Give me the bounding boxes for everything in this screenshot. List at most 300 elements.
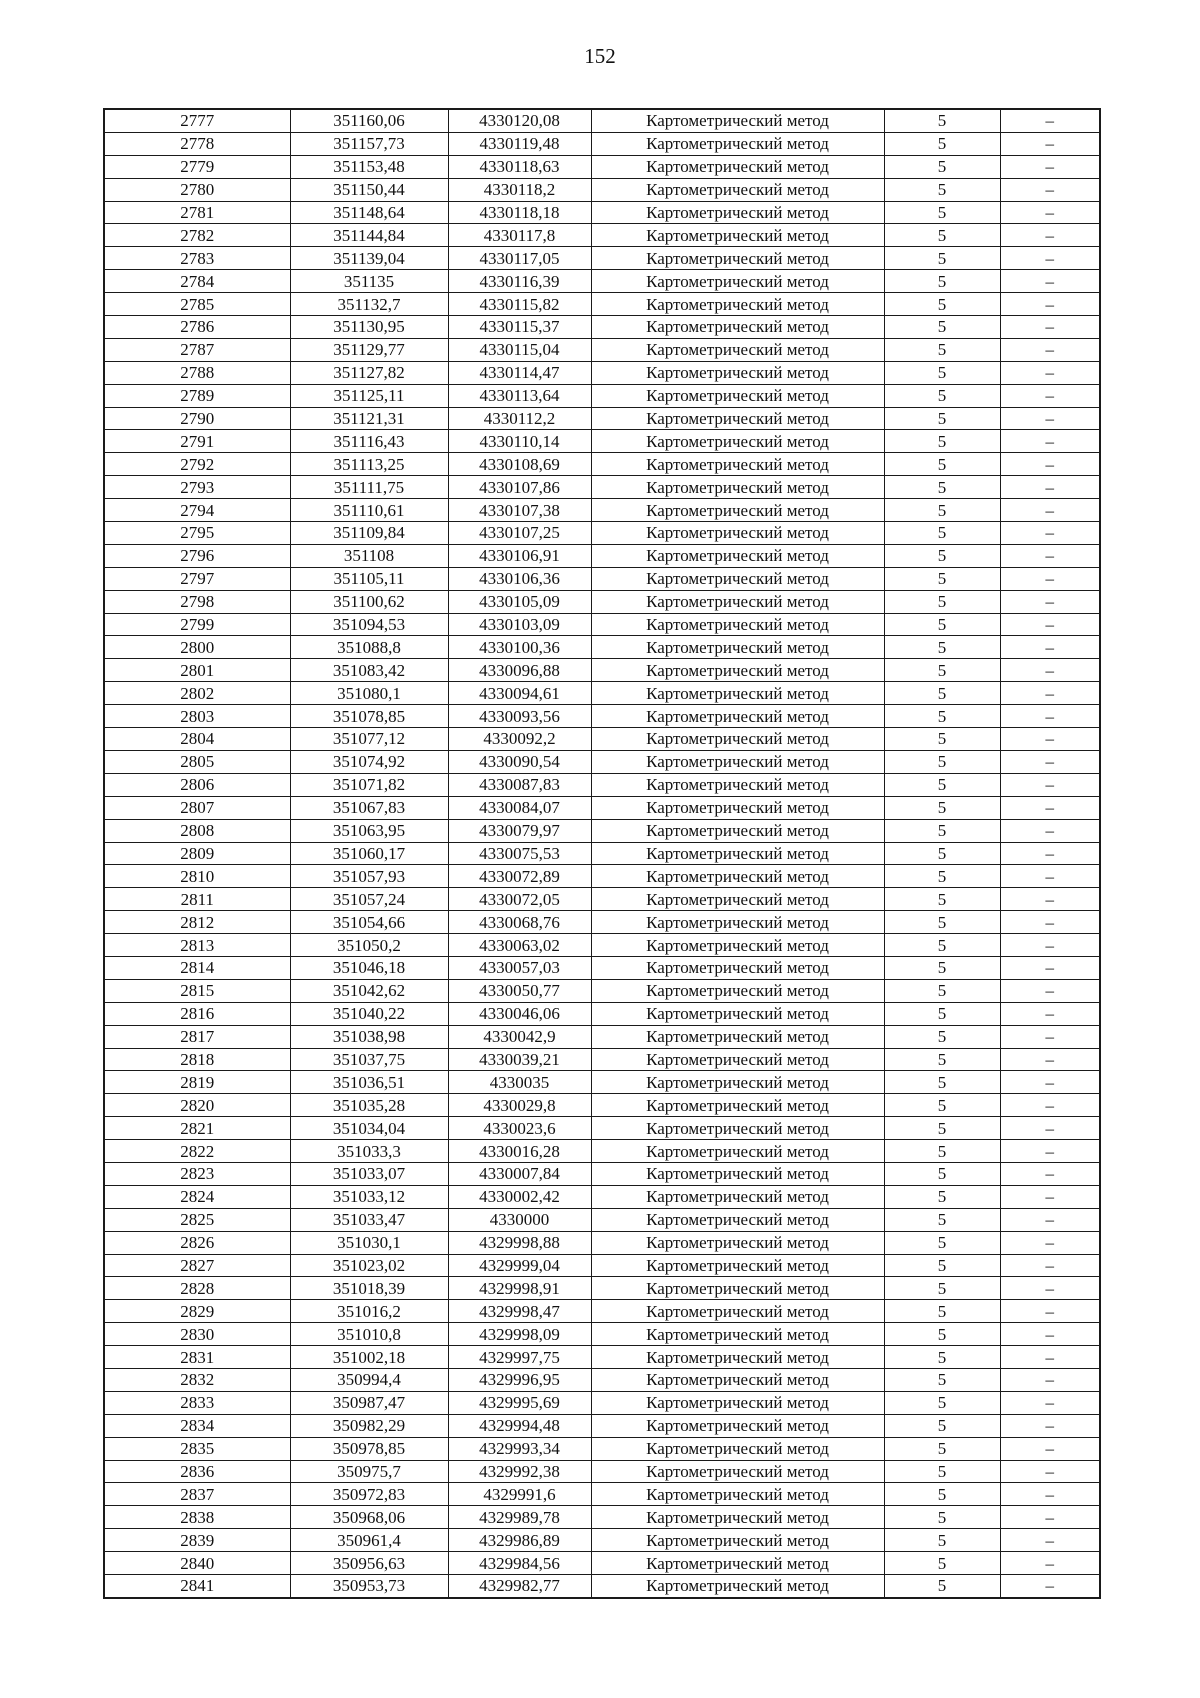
point-number-cell: 2811 [104, 888, 290, 911]
point-number-cell: 2836 [104, 1460, 290, 1483]
accuracy-cell: 5 [884, 430, 1000, 453]
y-coordinate-cell: 4330046,06 [448, 1002, 591, 1025]
method-cell: Картометрический метод [591, 476, 884, 499]
point-number-cell: 2819 [104, 1071, 290, 1094]
description-cell: – [1000, 1254, 1100, 1277]
accuracy-cell: 5 [884, 842, 1000, 865]
table-row [104, 132, 1100, 155]
accuracy-cell: 5 [884, 705, 1000, 728]
point-number-cell: 2797 [104, 567, 290, 590]
description-cell: – [1000, 1346, 1100, 1369]
y-coordinate-cell: 4329999,04 [448, 1254, 591, 1277]
method-cell: Картометрический метод [591, 1254, 884, 1277]
table-row [104, 1117, 1100, 1140]
y-coordinate-cell: 4329992,38 [448, 1460, 591, 1483]
description-cell: – [1000, 384, 1100, 407]
y-coordinate-cell: 4330115,82 [448, 293, 591, 316]
accuracy-cell: 5 [884, 1346, 1000, 1369]
method-cell: Картометрический метод [591, 705, 884, 728]
description-cell: – [1000, 979, 1100, 1002]
y-coordinate-cell: 4329984,56 [448, 1552, 591, 1575]
y-coordinate-cell: 4330092,2 [448, 728, 591, 751]
description-cell: – [1000, 819, 1100, 842]
point-number-cell: 2814 [104, 956, 290, 979]
table-row [104, 750, 1100, 773]
x-coordinate-cell: 351077,12 [290, 728, 448, 751]
description-cell: – [1000, 842, 1100, 865]
description-cell: – [1000, 865, 1100, 888]
table-row [104, 1575, 1100, 1598]
accuracy-cell: 5 [884, 178, 1000, 201]
x-coordinate-cell: 351035,28 [290, 1094, 448, 1117]
point-number-cell: 2824 [104, 1185, 290, 1208]
accuracy-cell: 5 [884, 590, 1000, 613]
method-cell: Картометрический метод [591, 956, 884, 979]
y-coordinate-cell: 4330087,83 [448, 773, 591, 796]
y-coordinate-cell: 4330115,04 [448, 338, 591, 361]
description-cell: – [1000, 1002, 1100, 1025]
method-cell: Картометрический метод [591, 453, 884, 476]
point-number-cell: 2823 [104, 1162, 290, 1185]
method-cell: Картометрический метод [591, 1025, 884, 1048]
table-row [104, 430, 1100, 453]
method-cell: Картометрический метод [591, 1277, 884, 1300]
method-cell: Картометрический метод [591, 1460, 884, 1483]
point-number-cell: 2782 [104, 224, 290, 247]
description-cell: – [1000, 270, 1100, 293]
point-number-cell: 2790 [104, 407, 290, 430]
x-coordinate-cell: 350956,63 [290, 1552, 448, 1575]
y-coordinate-cell: 4329995,69 [448, 1391, 591, 1414]
y-coordinate-cell: 4330002,42 [448, 1185, 591, 1208]
x-coordinate-cell: 351078,85 [290, 705, 448, 728]
coordinates-table [103, 108, 1101, 1599]
table-row [104, 293, 1100, 316]
accuracy-cell: 5 [884, 1414, 1000, 1437]
point-number-cell: 2831 [104, 1346, 290, 1369]
table-row [104, 1025, 1100, 1048]
accuracy-cell: 5 [884, 132, 1000, 155]
point-number-cell: 2815 [104, 979, 290, 1002]
point-number-cell: 2806 [104, 773, 290, 796]
y-coordinate-cell: 4330093,56 [448, 705, 591, 728]
y-coordinate-cell: 4329998,09 [448, 1323, 591, 1346]
method-cell: Картометрический метод [591, 659, 884, 682]
accuracy-cell: 5 [884, 1002, 1000, 1025]
point-number-cell: 2787 [104, 338, 290, 361]
x-coordinate-cell: 351074,92 [290, 750, 448, 773]
method-cell: Картометрический метод [591, 1048, 884, 1071]
table-row [104, 590, 1100, 613]
y-coordinate-cell: 4330118,63 [448, 155, 591, 178]
table-row [104, 1300, 1100, 1323]
point-number-cell: 2778 [104, 132, 290, 155]
point-number-cell: 2780 [104, 178, 290, 201]
point-number-cell: 2793 [104, 476, 290, 499]
y-coordinate-cell: 4330119,48 [448, 132, 591, 155]
x-coordinate-cell: 351135 [290, 270, 448, 293]
y-coordinate-cell: 4330029,8 [448, 1094, 591, 1117]
description-cell: – [1000, 407, 1100, 430]
accuracy-cell: 5 [884, 316, 1000, 339]
description-cell: – [1000, 911, 1100, 934]
table-row [104, 819, 1100, 842]
x-coordinate-cell: 351038,98 [290, 1025, 448, 1048]
accuracy-cell: 5 [884, 109, 1000, 132]
description-cell: – [1000, 888, 1100, 911]
method-cell: Картометрический метод [591, 499, 884, 522]
description-cell: – [1000, 1391, 1100, 1414]
description-cell: – [1000, 1460, 1100, 1483]
accuracy-cell: 5 [884, 407, 1000, 430]
point-number-cell: 2825 [104, 1208, 290, 1231]
y-coordinate-cell: 4329991,6 [448, 1483, 591, 1506]
y-coordinate-cell: 4329994,48 [448, 1414, 591, 1437]
y-coordinate-cell: 4329986,89 [448, 1529, 591, 1552]
method-cell: Картометрический метод [591, 1506, 884, 1529]
table-row [104, 178, 1100, 201]
table-row [104, 453, 1100, 476]
method-cell: Картометрический метод [591, 613, 884, 636]
table-row [104, 979, 1100, 1002]
description-cell: – [1000, 1117, 1100, 1140]
point-number-cell: 2805 [104, 750, 290, 773]
point-number-cell: 2813 [104, 934, 290, 957]
table-row [104, 1529, 1100, 1552]
x-coordinate-cell: 351108 [290, 544, 448, 567]
table-row [104, 1002, 1100, 1025]
table-row [104, 1414, 1100, 1437]
x-coordinate-cell: 350972,83 [290, 1483, 448, 1506]
y-coordinate-cell: 4329982,77 [448, 1575, 591, 1598]
description-cell: – [1000, 1162, 1100, 1185]
method-cell: Картометрический метод [591, 430, 884, 453]
method-cell: Картометрический метод [591, 1391, 884, 1414]
method-cell: Картометрический метод [591, 1002, 884, 1025]
x-coordinate-cell: 351148,64 [290, 201, 448, 224]
description-cell: – [1000, 705, 1100, 728]
description-cell: – [1000, 659, 1100, 682]
table-row [104, 316, 1100, 339]
method-cell: Картометрический метод [591, 842, 884, 865]
accuracy-cell: 5 [884, 1094, 1000, 1117]
description-cell: – [1000, 1140, 1100, 1163]
description-cell: – [1000, 476, 1100, 499]
accuracy-cell: 5 [884, 499, 1000, 522]
x-coordinate-cell: 351036,51 [290, 1071, 448, 1094]
method-cell: Картометрический метод [591, 865, 884, 888]
method-cell: Картометрический метод [591, 338, 884, 361]
table-row [104, 1277, 1100, 1300]
table-row [104, 224, 1100, 247]
table-row [104, 1483, 1100, 1506]
point-number-cell: 2821 [104, 1117, 290, 1140]
description-cell: – [1000, 499, 1100, 522]
accuracy-cell: 5 [884, 1506, 1000, 1529]
y-coordinate-cell: 4330035 [448, 1071, 591, 1094]
x-coordinate-cell: 351050,2 [290, 934, 448, 957]
point-number-cell: 2820 [104, 1094, 290, 1117]
point-number-cell: 2829 [104, 1300, 290, 1323]
x-coordinate-cell: 350953,73 [290, 1575, 448, 1598]
description-cell: – [1000, 1071, 1100, 1094]
y-coordinate-cell: 4330105,09 [448, 590, 591, 613]
y-coordinate-cell: 4330079,97 [448, 819, 591, 842]
y-coordinate-cell: 4330016,28 [448, 1140, 591, 1163]
description-cell: – [1000, 1552, 1100, 1575]
description-cell: – [1000, 109, 1100, 132]
table-row [104, 499, 1100, 522]
point-number-cell: 2822 [104, 1140, 290, 1163]
accuracy-cell: 5 [884, 224, 1000, 247]
table-row [104, 865, 1100, 888]
table-row [104, 659, 1100, 682]
method-cell: Картометрический метод [591, 1140, 884, 1163]
y-coordinate-cell: 4330039,21 [448, 1048, 591, 1071]
method-cell: Картометрический метод [591, 155, 884, 178]
method-cell: Картометрический метод [591, 1483, 884, 1506]
method-cell: Картометрический метод [591, 773, 884, 796]
accuracy-cell: 5 [884, 1300, 1000, 1323]
point-number-cell: 2812 [104, 911, 290, 934]
method-cell: Картометрический метод [591, 750, 884, 773]
description-cell: – [1000, 1185, 1100, 1208]
x-coordinate-cell: 351125,11 [290, 384, 448, 407]
description-cell: – [1000, 728, 1100, 751]
x-coordinate-cell: 351100,62 [290, 590, 448, 613]
description-cell: – [1000, 773, 1100, 796]
x-coordinate-cell: 351127,82 [290, 361, 448, 384]
accuracy-cell: 5 [884, 1231, 1000, 1254]
accuracy-cell: 5 [884, 522, 1000, 545]
x-coordinate-cell: 351150,44 [290, 178, 448, 201]
x-coordinate-cell: 351113,25 [290, 453, 448, 476]
point-number-cell: 2839 [104, 1529, 290, 1552]
method-cell: Картометрический метод [591, 316, 884, 339]
y-coordinate-cell: 4330000 [448, 1208, 591, 1231]
y-coordinate-cell: 4330100,36 [448, 636, 591, 659]
x-coordinate-cell: 351132,7 [290, 293, 448, 316]
description-cell: – [1000, 1300, 1100, 1323]
x-coordinate-cell: 350982,29 [290, 1414, 448, 1437]
description-cell: – [1000, 1208, 1100, 1231]
page-number: 152 [584, 44, 616, 68]
point-number-cell: 2786 [104, 316, 290, 339]
y-coordinate-cell: 4330007,84 [448, 1162, 591, 1185]
point-number-cell: 2809 [104, 842, 290, 865]
method-cell: Картометрический метод [591, 224, 884, 247]
method-cell: Картометрический метод [591, 979, 884, 1002]
point-number-cell: 2777 [104, 109, 290, 132]
table-row [104, 1323, 1100, 1346]
table-row [104, 109, 1100, 132]
method-cell: Картометрический метод [591, 1414, 884, 1437]
point-number-cell: 2788 [104, 361, 290, 384]
method-cell: Картометрический метод [591, 728, 884, 751]
description-cell: – [1000, 247, 1100, 270]
x-coordinate-cell: 350994,4 [290, 1368, 448, 1391]
table-row [104, 247, 1100, 270]
method-cell: Картометрический метод [591, 109, 884, 132]
table-row [104, 1231, 1100, 1254]
y-coordinate-cell: 4330115,37 [448, 316, 591, 339]
accuracy-cell: 5 [884, 773, 1000, 796]
method-cell: Картометрический метод [591, 911, 884, 934]
accuracy-cell: 5 [884, 728, 1000, 751]
accuracy-cell: 5 [884, 338, 1000, 361]
x-coordinate-cell: 351153,48 [290, 155, 448, 178]
table-row [104, 682, 1100, 705]
point-number-cell: 2832 [104, 1368, 290, 1391]
description-cell: – [1000, 544, 1100, 567]
table-row [104, 476, 1100, 499]
table-row [104, 1208, 1100, 1231]
table-row [104, 934, 1100, 957]
method-cell: Картометрический метод [591, 544, 884, 567]
point-number-cell: 2781 [104, 201, 290, 224]
accuracy-cell: 5 [884, 1140, 1000, 1163]
x-coordinate-cell: 351033,47 [290, 1208, 448, 1231]
x-coordinate-cell: 351121,31 [290, 407, 448, 430]
point-number-cell: 2827 [104, 1254, 290, 1277]
table-row [104, 1552, 1100, 1575]
x-coordinate-cell: 351034,04 [290, 1117, 448, 1140]
method-cell: Картометрический метод [591, 636, 884, 659]
accuracy-cell: 5 [884, 956, 1000, 979]
accuracy-cell: 5 [884, 247, 1000, 270]
method-cell: Картометрический метод [591, 247, 884, 270]
method-cell: Картометрический метод [591, 384, 884, 407]
description-cell: – [1000, 293, 1100, 316]
y-coordinate-cell: 4330096,88 [448, 659, 591, 682]
x-coordinate-cell: 351129,77 [290, 338, 448, 361]
table-row [104, 796, 1100, 819]
table-row [104, 705, 1100, 728]
x-coordinate-cell: 351040,22 [290, 1002, 448, 1025]
x-coordinate-cell: 351033,12 [290, 1185, 448, 1208]
accuracy-cell: 5 [884, 888, 1000, 911]
point-number-cell: 2828 [104, 1277, 290, 1300]
y-coordinate-cell: 4330114,47 [448, 361, 591, 384]
x-coordinate-cell: 351033,3 [290, 1140, 448, 1163]
accuracy-cell: 5 [884, 659, 1000, 682]
description-cell: – [1000, 796, 1100, 819]
description-cell: – [1000, 956, 1100, 979]
accuracy-cell: 5 [884, 1162, 1000, 1185]
x-coordinate-cell: 351110,61 [290, 499, 448, 522]
description-cell: – [1000, 1094, 1100, 1117]
description-cell: – [1000, 636, 1100, 659]
accuracy-cell: 5 [884, 1575, 1000, 1598]
y-coordinate-cell: 4330072,05 [448, 888, 591, 911]
point-number-cell: 2834 [104, 1414, 290, 1437]
y-coordinate-cell: 4330117,8 [448, 224, 591, 247]
description-cell: – [1000, 201, 1100, 224]
table-row [104, 1254, 1100, 1277]
method-cell: Картометрический метод [591, 1231, 884, 1254]
method-cell: Картометрический метод [591, 1162, 884, 1185]
accuracy-cell: 5 [884, 1460, 1000, 1483]
point-number-cell: 2802 [104, 682, 290, 705]
y-coordinate-cell: 4330108,69 [448, 453, 591, 476]
accuracy-cell: 5 [884, 1529, 1000, 1552]
method-cell: Картометрический метод [591, 1117, 884, 1140]
description-cell: – [1000, 1277, 1100, 1300]
point-number-cell: 2795 [104, 522, 290, 545]
description-cell: – [1000, 750, 1100, 773]
y-coordinate-cell: 4330023,6 [448, 1117, 591, 1140]
description-cell: – [1000, 1437, 1100, 1460]
y-coordinate-cell: 4330063,02 [448, 934, 591, 957]
point-number-cell: 2800 [104, 636, 290, 659]
x-coordinate-cell: 351037,75 [290, 1048, 448, 1071]
description-cell: – [1000, 590, 1100, 613]
y-coordinate-cell: 4330084,07 [448, 796, 591, 819]
y-coordinate-cell: 4330094,61 [448, 682, 591, 705]
y-coordinate-cell: 4329998,47 [448, 1300, 591, 1323]
x-coordinate-cell: 351157,73 [290, 132, 448, 155]
table-row [104, 384, 1100, 407]
x-coordinate-cell: 351023,02 [290, 1254, 448, 1277]
point-number-cell: 2840 [104, 1552, 290, 1575]
point-number-cell: 2818 [104, 1048, 290, 1071]
description-cell: – [1000, 613, 1100, 636]
accuracy-cell: 5 [884, 1483, 1000, 1506]
point-number-cell: 2817 [104, 1025, 290, 1048]
description-cell: – [1000, 934, 1100, 957]
method-cell: Картометрический метод [591, 1071, 884, 1094]
table-row [104, 1071, 1100, 1094]
point-number-cell: 2808 [104, 819, 290, 842]
x-coordinate-cell: 351030,1 [290, 1231, 448, 1254]
x-coordinate-cell: 351071,82 [290, 773, 448, 796]
point-number-cell: 2784 [104, 270, 290, 293]
table-row [104, 1346, 1100, 1369]
y-coordinate-cell: 4330106,36 [448, 567, 591, 590]
description-cell: – [1000, 1506, 1100, 1529]
method-cell: Картометрический метод [591, 361, 884, 384]
point-number-cell: 2826 [104, 1231, 290, 1254]
y-coordinate-cell: 4330107,38 [448, 499, 591, 522]
description-cell: – [1000, 567, 1100, 590]
point-number-cell: 2803 [104, 705, 290, 728]
description-cell: – [1000, 178, 1100, 201]
y-coordinate-cell: 4329996,95 [448, 1368, 591, 1391]
accuracy-cell: 5 [884, 1025, 1000, 1048]
description-cell: – [1000, 453, 1100, 476]
accuracy-cell: 5 [884, 1391, 1000, 1414]
description-cell: – [1000, 1048, 1100, 1071]
x-coordinate-cell: 351057,93 [290, 865, 448, 888]
table-row [104, 1460, 1100, 1483]
method-cell: Картометрический метод [591, 1552, 884, 1575]
y-coordinate-cell: 4330050,77 [448, 979, 591, 1002]
y-coordinate-cell: 4330057,03 [448, 956, 591, 979]
table-row [104, 201, 1100, 224]
table-row [104, 1140, 1100, 1163]
y-coordinate-cell: 4330113,64 [448, 384, 591, 407]
description-cell: – [1000, 1323, 1100, 1346]
method-cell: Картометрический метод [591, 1575, 884, 1598]
accuracy-cell: 5 [884, 293, 1000, 316]
x-coordinate-cell: 351018,39 [290, 1277, 448, 1300]
x-coordinate-cell: 351083,42 [290, 659, 448, 682]
table-row [104, 1368, 1100, 1391]
y-coordinate-cell: 4330075,53 [448, 842, 591, 865]
y-coordinate-cell: 4329989,78 [448, 1506, 591, 1529]
point-number-cell: 2816 [104, 1002, 290, 1025]
x-coordinate-cell: 351111,75 [290, 476, 448, 499]
